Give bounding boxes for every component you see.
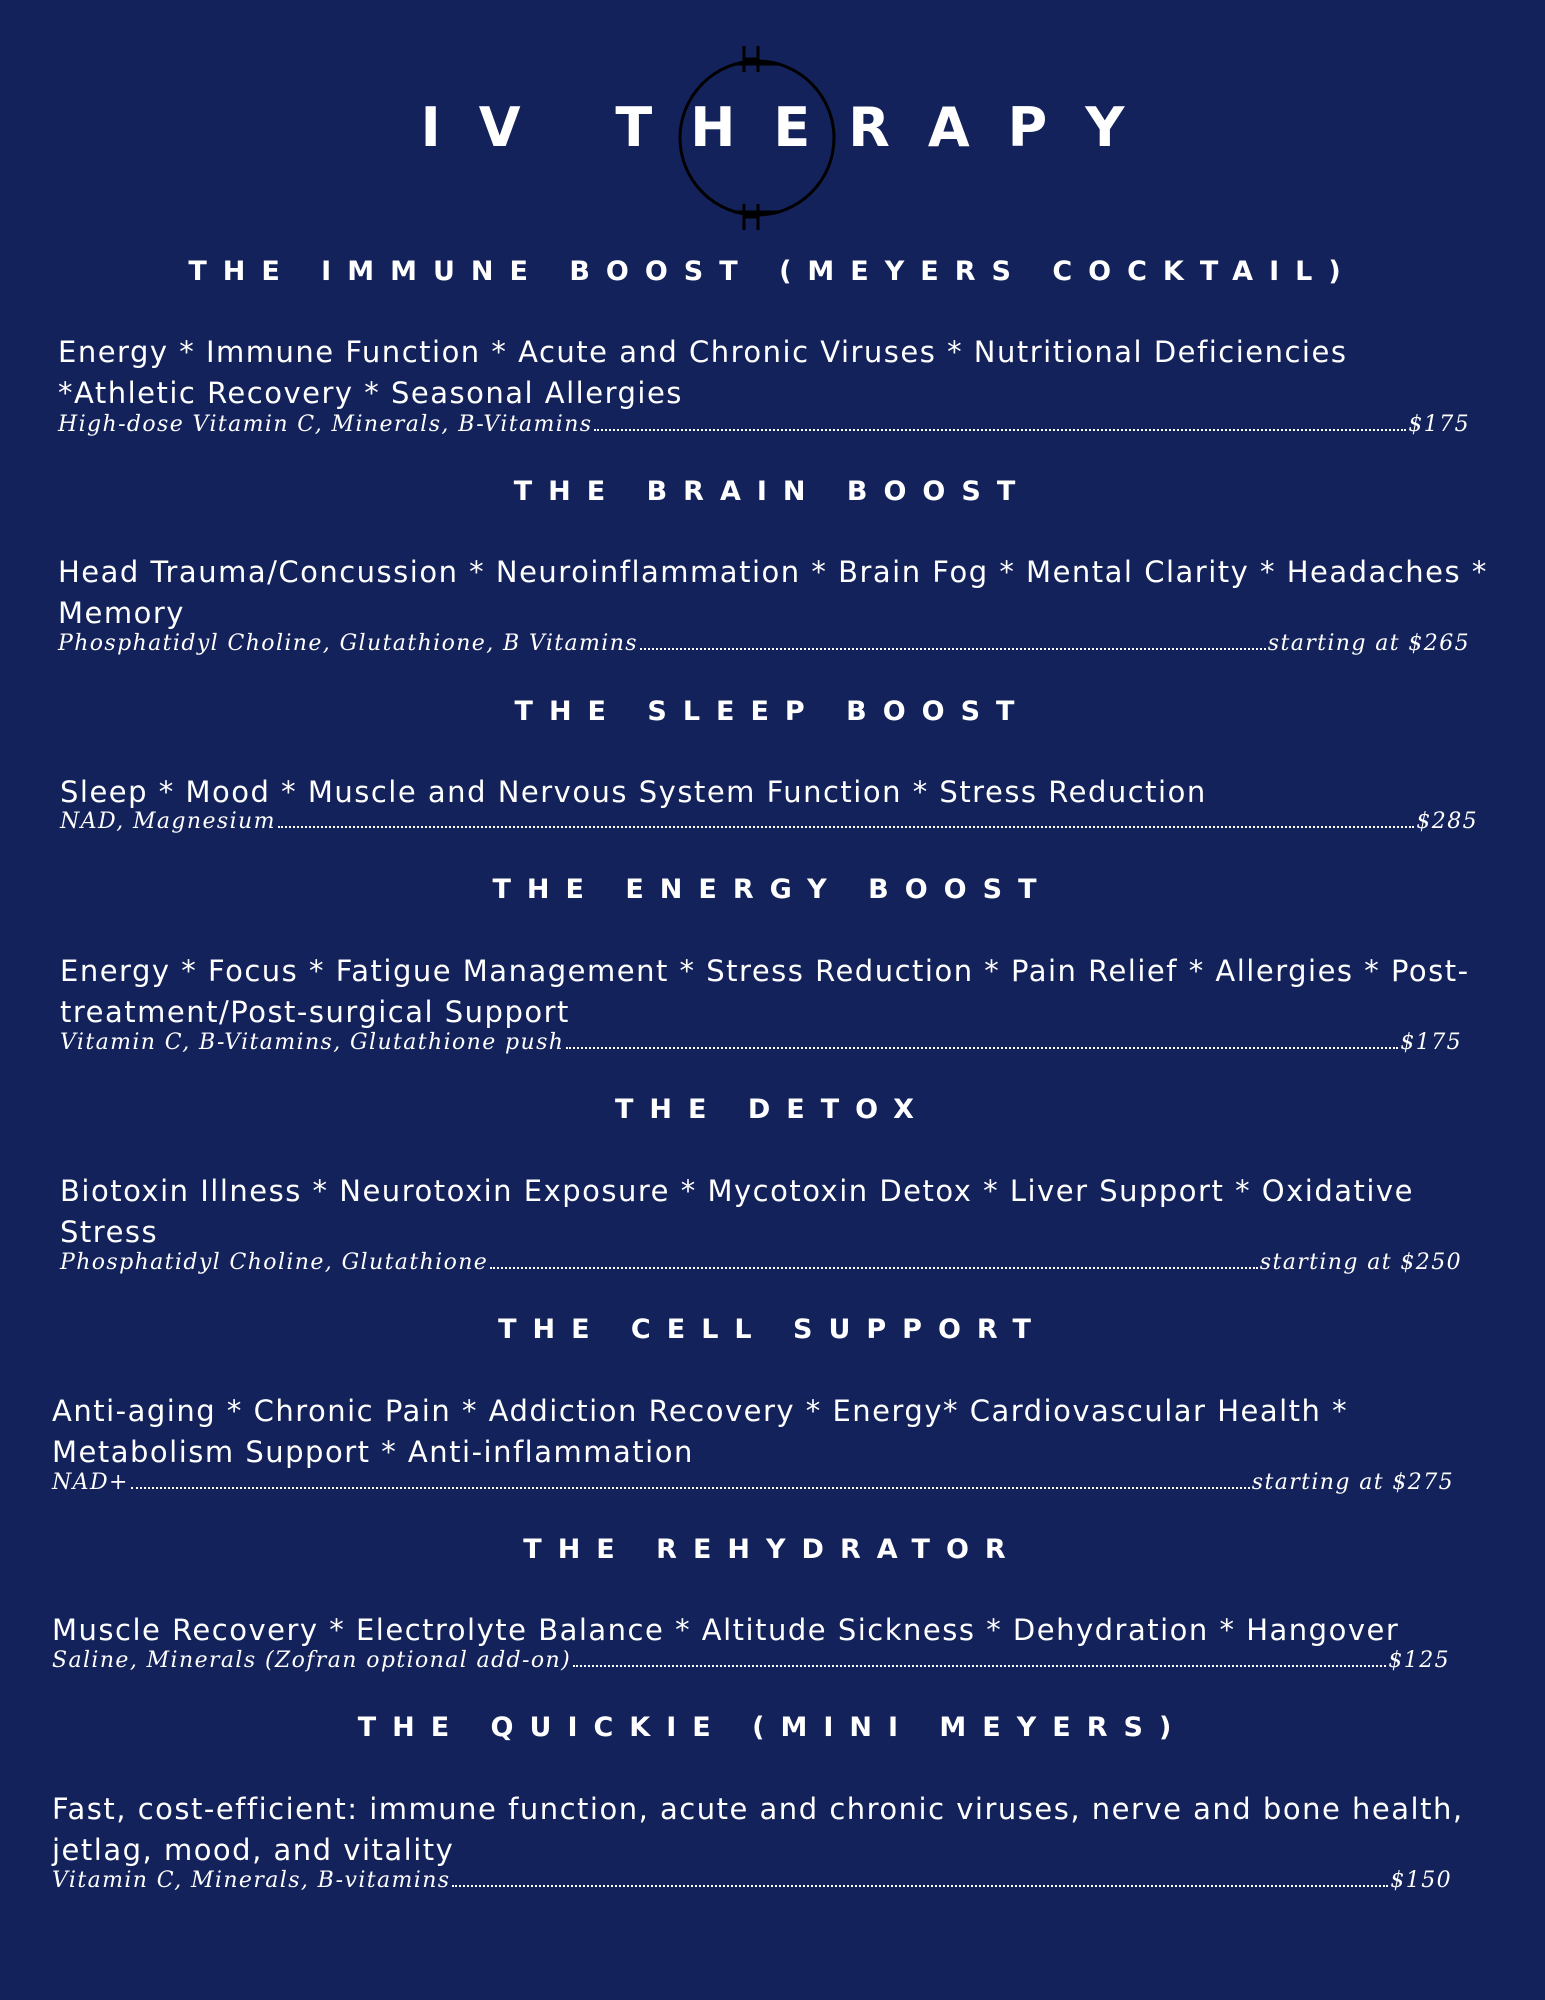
treatment-ingredients: Phosphatidyl Choline, Glutathione, B Vitamins (58, 631, 638, 656)
treatment-benefits: Sleep * Mood * Muscle and Nervous System Function * Stress Reduction (60, 775, 1207, 809)
dotted-leader (278, 826, 1415, 828)
price-line (60, 1249, 1462, 1277)
treatment-benefits: Anti-aging * Chronic Pain * Addiction Recovery * Energy* Cardiovascular Health * Metabolism Support * Anti-inflammation (52, 1394, 1349, 1469)
treatment-price: starting at $275 (1251, 1470, 1454, 1495)
treatment-heading: THE QUICKIE (MINI MEYERS) (357, 1712, 1188, 1743)
treatment-heading: THE IMMUNE BOOST (MEYERS COCKTAIL) (188, 256, 1357, 287)
dotted-leader (452, 1885, 1388, 1887)
price-line (52, 1647, 1450, 1675)
dotted-leader (490, 1267, 1258, 1269)
dotted-leader (566, 1047, 1398, 1049)
price-line (60, 808, 1478, 836)
treatment-ingredients: Vitamin C, Minerals, B-vitamins (52, 1868, 451, 1893)
treatment-price: starting at $265 (1267, 631, 1470, 656)
treatment-ingredients: NAD+ (52, 1470, 129, 1495)
treatment-benefits: Head Trauma/Concussion * Neuroinflammation * Brain Fog * Mental Clarity * Headaches * Memory (58, 555, 1488, 630)
price-line (52, 1867, 1452, 1895)
treatment-heading: THE REHYDRATOR (523, 1534, 1022, 1565)
treatment-heading: THE DETOX (615, 1094, 930, 1125)
dotted-leader (573, 1665, 1386, 1667)
treatment-ingredients: Saline, Minerals (Zofran optional add-on) (52, 1648, 572, 1673)
treatment-heading: THE CELL SUPPORT (498, 1314, 1047, 1345)
treatment-benefits: Energy * Focus * Fatigue Management * Stress Reduction * Pain Relief * Allergies * Post-treatment/Post-surgical Support (60, 954, 1470, 1029)
treatment-price: $175 (1400, 1030, 1462, 1055)
treatment-ingredients: Vitamin C, B-Vitamins, Glutathione push (60, 1030, 565, 1055)
treatment-ingredients: Phosphatidyl Choline, Glutathione (60, 1250, 489, 1275)
price-line (52, 1469, 1454, 1497)
treatment-heading: THE BRAIN BOOST (513, 476, 1032, 507)
treatment-price: $175 (1408, 412, 1470, 437)
page-title: IV THERAPY (420, 96, 1163, 159)
price-line (60, 1029, 1462, 1057)
price-line (58, 411, 1470, 439)
price-line (58, 630, 1470, 658)
treatment-price: $125 (1388, 1648, 1450, 1673)
treatment-price: $285 (1416, 809, 1478, 834)
dotted-leader (131, 1487, 1250, 1489)
treatment-benefits: Biotoxin Illness * Neurotoxin Exposure * Mycotoxin Detox * Liver Support * Oxidative Stress (60, 1174, 1414, 1249)
treatment-benefits: Fast, cost-efficient: immune function, acute and chronic viruses, nerve and bone health, jetlag, mood, and vitality (52, 1792, 1464, 1867)
dotted-leader (594, 429, 1406, 431)
dotted-leader (640, 648, 1266, 650)
treatment-benefits: Muscle Recovery * Electrolyte Balance * Altitude Sickness * Dehydration * Hangover (52, 1613, 1400, 1647)
treatment-price: starting at $250 (1259, 1250, 1462, 1275)
treatment-ingredients: NAD, Magnesium (60, 809, 276, 834)
treatment-ingredients: High-dose Vitamin C, Minerals, B-Vitamins (58, 412, 593, 437)
treatment-heading: THE SLEEP BOOST (514, 696, 1031, 727)
treatment-price: $150 (1390, 1868, 1452, 1893)
treatment-heading: THE ENERGY BOOST (492, 874, 1053, 905)
treatment-benefits: Energy * Immune Function * Acute and Chronic Viruses * Nutritional Deficiencies *Athletic Recovery * Seasonal Allergies (58, 335, 1348, 410)
